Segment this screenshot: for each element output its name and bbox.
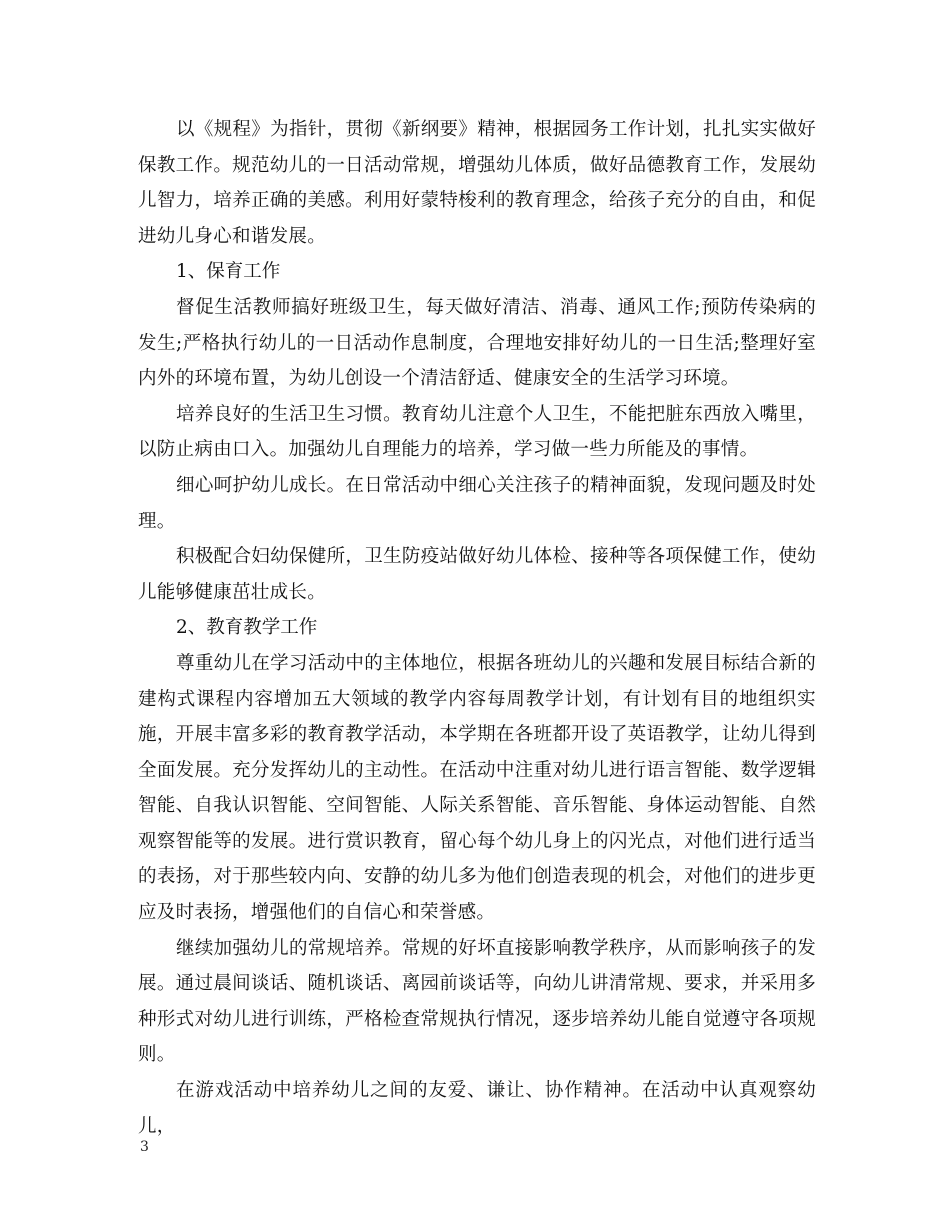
document-body	[138, 112, 816, 1144]
paragraph-habits: 培养良好的生活卫生习惯。教育幼儿注意个人卫生，不能把脏东西放入嘴里，以防止病由口入。加强幼儿自理能力的培养，学习做一些力所能及的事情。	[138, 403, 816, 461]
paragraph-intro: 以《规程》为指针，贯彻《新纲要》精神，根据园务工作计划，扎扎实实做好保教工作。规范幼儿的一日活动常规，增强幼儿体质，做好品德教育工作，发展幼儿智力，培养正确的美感。利用好蒙特梭利的教育理念，给孩子充分的自由，和促进幼儿身心和谐发展。	[138, 119, 816, 247]
paragraph-health-checks: 积极配合妇幼保健所，卫生防疫站做好幼儿体检、接种等各项保健工作，使幼儿能够健康茁壮成长。	[138, 546, 816, 603]
section-heading-teaching-work: 2、教育教学工作	[176, 617, 318, 639]
page-number: 3	[140, 1139, 149, 1155]
section-heading-care-work: 1、保育工作	[176, 261, 281, 283]
paragraph-hygiene: 督促生活教师搞好班级卫生，每天做好清洁、消毒、通风工作;预防传染病的发生;严格执行幼儿的一日活动作息制度，合理地安排好幼儿的一日生活;整理好室内外的环境布置，为幼儿创设一个清洁舒适、健康安全的生活学习环境。	[138, 296, 816, 390]
paragraph-care: 细心呵护幼儿成长。在日常活动中细心关注孩子的精神面貌，发现问题及时处理。	[138, 474, 816, 532]
paragraph-teaching: 尊重幼儿在学习活动中的主体地位，根据各班幼儿的兴趣和发展目标结合新的建构式课程内容增加五大领域的教学内容每周教学计划，有计划有目的地组织实施，开展丰富多彩的教育教学活动，本学期在各班都开设了英语教学，让幼儿得到全面发展。充分发挥幼儿的主动性。在活动中注重对幼儿进行语言智能、数学逻辑智能、自我认识智能、空间智能、人际关系智能、音乐智能、身体运动智能、自然观察智能等的发展。进行赏识教育，留心每个幼儿身上的闪光点，对他们进行适当的表扬，对于那些较内向、安静的幼儿多为他们创造表现的机会，对他们的进步更应及时表扬，增强他们的自信心和荣誉感。	[138, 652, 816, 924]
paragraph-games: 在游戏活动中培养幼儿之间的友爱、谦让、协作精神。在活动中认真观察幼儿，	[138, 1080, 816, 1137]
paragraph-routines: 继续加强幼儿的常规培养。常规的好坏直接影响教学秩序，从而影响孩子的发展。通过晨间谈话、随机谈话、离园前谈话等，向幼儿讲清常规、要求，并采用多种形式对幼儿进行训练，严格检查常规执行情况，逐步培养幼儿能自觉遵守各项规则。	[138, 937, 816, 1066]
